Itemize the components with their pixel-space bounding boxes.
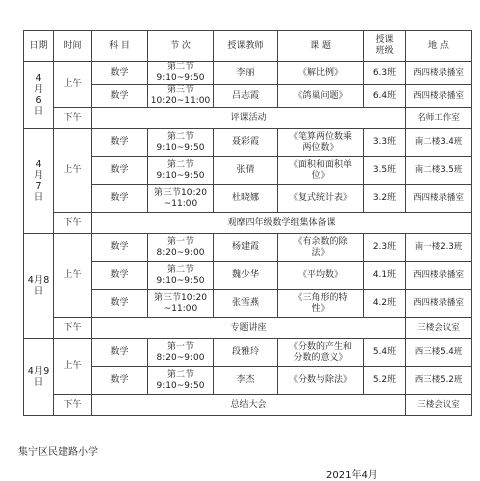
morning-label: 上午	[54, 339, 92, 395]
teacher-cell: 张雪燕	[214, 290, 278, 318]
period-cell: 第二节 9:10~9:50	[148, 157, 214, 185]
period-cell: 第二节 9:10~9:50	[148, 262, 214, 290]
period-cell: 第三节 10:20~11:00	[148, 85, 214, 108]
period-cell: 第二节 9:10~9:50	[148, 367, 214, 395]
class-cell: 4.1班	[364, 262, 406, 290]
place-cell: 西三楼5.4班	[406, 339, 472, 367]
teacher-cell: 杜晓娜	[214, 185, 278, 213]
teacher-cell: 段雅玲	[214, 339, 278, 367]
class-cell: 2.3班	[364, 234, 406, 262]
topic-cell: 《平均数》	[278, 262, 364, 290]
period-cell: 第一节 8:20~9:00	[148, 339, 214, 367]
afternoon-place: 三楼会议室	[406, 395, 472, 416]
table-row	[24, 318, 472, 339]
header-class: 授课 班级	[364, 31, 406, 62]
table-row	[24, 185, 472, 213]
subject-cell: 数学	[92, 129, 148, 157]
afternoon-place: 三楼会议室	[406, 318, 472, 339]
teacher-cell: 李杰	[214, 367, 278, 395]
class-cell: 3.5班	[364, 157, 406, 185]
period-cell: 第一节 8:20~9:00	[148, 234, 214, 262]
header-place: 地 点	[406, 31, 472, 62]
subject-cell: 数学	[92, 290, 148, 318]
date-cell: 4月8 日	[24, 234, 54, 339]
period-cell: 第二节 9:10~9:50	[148, 62, 214, 85]
class-cell: 4.2班	[364, 290, 406, 318]
place-cell: 南二楼3.5班	[406, 157, 472, 185]
afternoon-label: 下午	[54, 395, 92, 416]
teacher-cell: 魏少华	[214, 262, 278, 290]
afternoon-activity: 总结大会	[92, 395, 406, 416]
header-topic: 课 题	[278, 31, 364, 62]
table-row	[24, 290, 472, 318]
period-cell: 第三节10:20 ~11:00	[148, 185, 214, 213]
schedule-table	[23, 30, 472, 416]
table-row	[24, 108, 472, 129]
subject-cell: 数学	[92, 185, 148, 213]
topic-cell: 《三角形的特 性》	[278, 290, 364, 318]
period-cell: 第二节 9:10~9:50	[148, 129, 214, 157]
teacher-cell: 张倩	[214, 157, 278, 185]
topic-cell: 《分数与除法》	[278, 367, 364, 395]
place-cell: 西四楼录播室	[406, 62, 472, 85]
teacher-cell: 吕志霞	[214, 85, 278, 108]
place-cell: 南一楼2.3班	[406, 234, 472, 262]
topic-cell: 《解比例》	[278, 62, 364, 85]
table-row	[24, 62, 472, 85]
class-cell: 5.2班	[364, 367, 406, 395]
date-cell: 4 月 6 日	[24, 62, 54, 129]
table-row	[24, 213, 472, 234]
class-cell: 5.4班	[364, 339, 406, 367]
school-name: 集宁区民建路小学	[18, 447, 98, 458]
morning-label: 上午	[54, 234, 92, 318]
subject-cell: 数学	[92, 234, 148, 262]
topic-cell: 《笔算两位数乘 两位数》	[278, 129, 364, 157]
subject-cell: 数学	[92, 62, 148, 85]
afternoon-label: 下午	[54, 213, 92, 234]
class-cell: 3.2班	[364, 185, 406, 213]
subject-cell: 数学	[92, 85, 148, 108]
afternoon-label: 下午	[54, 318, 92, 339]
subject-cell: 数学	[92, 339, 148, 367]
date-cell: 4月9 日	[24, 339, 54, 416]
topic-cell: 《分数的产生和 分数的意义》	[278, 339, 364, 367]
header-row	[24, 31, 472, 62]
class-cell: 6.3班	[364, 62, 406, 85]
period-cell: 第三节10:20 ~11:00	[148, 290, 214, 318]
place-cell: 西四楼录播室	[406, 290, 472, 318]
topic-cell: 《鸽巢问题》	[278, 85, 364, 108]
teacher-cell: 李丽	[214, 62, 278, 85]
table-row	[24, 157, 472, 185]
table-row	[24, 234, 472, 262]
topic-cell: 《复式统计表》	[278, 185, 364, 213]
place-cell: 西三楼5.2班	[406, 367, 472, 395]
table-row	[24, 339, 472, 367]
subject-cell: 数学	[92, 262, 148, 290]
header-time: 时间	[54, 31, 92, 62]
date-cell: 4 月 7 日	[24, 129, 54, 234]
afternoon-activity: 专题讲座	[92, 318, 406, 339]
document-date: 2021年4月	[326, 470, 378, 481]
table-row	[24, 367, 472, 395]
table-row	[24, 262, 472, 290]
topic-cell: 《面积和面积单 位》	[278, 157, 364, 185]
subject-cell: 数学	[92, 157, 148, 185]
header-period: 节 次	[148, 31, 214, 62]
place-cell: 南二楼3.4班	[406, 129, 472, 157]
place-cell: 西四楼录播室	[406, 262, 472, 290]
morning-label: 上午	[54, 62, 92, 108]
class-cell: 3.3班	[364, 129, 406, 157]
subject-cell: 数学	[92, 367, 148, 395]
afternoon-label: 下午	[54, 108, 92, 129]
teacher-cell: 杨建霞	[214, 234, 278, 262]
header-teacher: 授课教师	[214, 31, 278, 62]
header-subject: 科 目	[92, 31, 148, 62]
afternoon-place: 名师工作室	[406, 108, 472, 129]
place-cell: 西四楼录播室	[406, 185, 472, 213]
morning-label: 上午	[54, 129, 92, 213]
afternoon-activity: 评课活动	[92, 108, 406, 129]
class-cell: 6.4班	[364, 85, 406, 108]
teacher-cell: 聂彩霞	[214, 129, 278, 157]
table-row	[24, 129, 472, 157]
place-cell: 西四楼录播室	[406, 85, 472, 108]
header-date: 日期	[24, 31, 54, 62]
afternoon-activity: 观摩四年级数学组集体备课	[92, 213, 472, 234]
table-row	[24, 85, 472, 108]
topic-cell: 《有余数的除 法》	[278, 234, 364, 262]
table-row	[24, 395, 472, 416]
